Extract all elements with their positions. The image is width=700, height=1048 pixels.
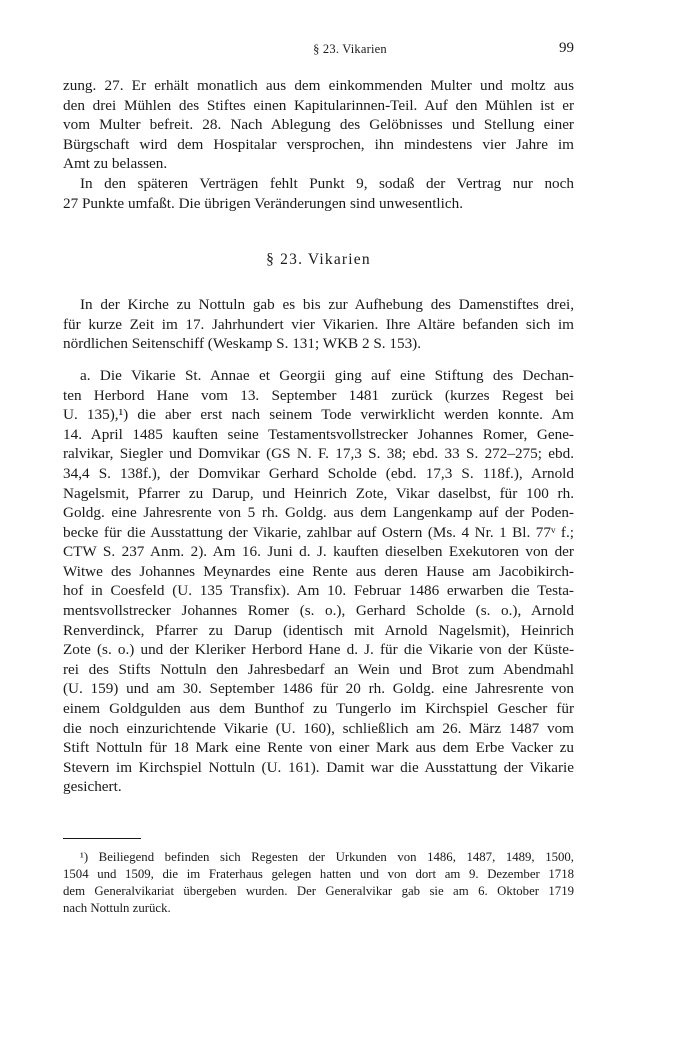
text-line: becke für die Ausstattung der Vikarie, zahlbar auf Ostern (Ms. 4 Nr. 1 Bl. 77ᵛ f.;: [63, 523, 574, 541]
text-line: den drei Mühlen des Stiftes einen Kapitularinnen-Teil. Auf den Mühlen ist er: [63, 96, 574, 114]
text-line: 34,4 S. 138f.), der Domvikar Gerhard Scholde (ebd. 17,3 S. 118f.), Arnold: [63, 464, 574, 482]
section-heading: § 23. Vikarien: [266, 251, 371, 269]
text-line: Nagelsmit, Pfarrer zu Darup, und Heinrich Zote, Vikar daselbst, für 100 rh.: [63, 484, 574, 502]
text-line: zung. 27. Er erhält monatlich aus dem einkommenden Multer und moltz aus: [63, 77, 574, 94]
text-line: Zote (s. o.) und der Kleriker Herbord Hane d. J. für die Vikarie von der Küste-: [63, 641, 574, 659]
footnote-line: 1504 und 1509, die im Fraterhaus gelegen hatten und von dort am 9. Dezember 1718: [63, 867, 574, 881]
text-line: Amt zu belassen.: [63, 155, 168, 173]
section-title: § 23. Vikarien: [313, 42, 387, 56]
text-line: In der Kirche zu Nottuln gab es bis zur Aufhebung des Damenstiftes drei,: [80, 296, 574, 314]
text-line: Witwe des Johannes Meynardes eine Rente aus deren Hause am Jacobikirch-: [63, 562, 574, 580]
text-line: In den späteren Verträgen fehlt Punkt 9, sodaß der Vertrag nur noch: [80, 174, 574, 192]
text-line: Stift Nottuln für 18 Mark eine Rente von einer Mark aus dem Erbe Vacker zu: [63, 739, 574, 757]
text-line: hof in Coesfeld (U. 135 Transfix). Am 10. Februar 1486 erwarben die Testa-: [63, 582, 574, 600]
text-line: die noch einzurichtende Vikarie (U. 160), schließlich am 26. März 1487 vom: [63, 719, 574, 737]
text-line: U. 135),¹) die aber erst nach seinem Tode verwirklicht werden konnte. Am: [63, 406, 574, 424]
paragraph-continuation: [63, 76, 574, 174]
text-line: für kurze Zeit im 17. Jahrhundert vier Vikarien. Ihre Altäre befanden sich im: [63, 315, 574, 333]
paragraph-contracts: [63, 174, 574, 213]
text-line: CTW S. 237 Anm. 2). Am 16. Juni d. J. kauften dieselben Exekutoren von der: [63, 543, 574, 561]
text-line: Renverdinck, Pfarrer zu Darup (identisch mit Arnold Nagelsmit), Heinrich: [63, 621, 574, 639]
text-line: ten Herbord Hane vom 13. September 1481 zurück (kurzes Regest bei: [63, 386, 574, 404]
footnote-line: dem Generalvikariat übergeben wurden. Der Generalvikar gab sie am 6. Oktober 1719: [63, 884, 574, 898]
text-line: einem Goldgulden aus dem Bunthof zu Tungerlo im Kirchspiel Gescher für: [63, 700, 574, 718]
text-line: 27 Punkte umfaßt. Die übrigen Veränderungen sind unwesentlich.: [63, 194, 463, 212]
text-line: mentsvollstrecker Johannes Romer (s. o.), Gerhard Scholde (s. o.), Arnold: [63, 602, 574, 620]
text-line: vom Multer befreit. 28. Nach Ablegung des Gelöbnisses und Stellung einer: [63, 116, 574, 134]
main-text: [63, 76, 574, 797]
text-line: 14. April 1485 kauften seine Testamentsvollstrecker Johannes Romer, Gene-: [63, 425, 574, 443]
text-line: a. Die Vikarie St. Annae et Georgii ging auf eine Stiftung des Dechan-: [80, 366, 574, 384]
text-line: Bürgschaft wird dem Hospitalar versprochen, ihn mindestens vier Jahre im: [63, 135, 574, 153]
footnote-line: ¹) Beiliegend befinden sich Regesten der Urkunden von 1486, 1487, 1489, 1500,: [80, 850, 574, 864]
paragraph-vikarie-a: [63, 366, 574, 797]
footnote-line: nach Nottuln zurück.: [63, 901, 171, 915]
page-number: 99: [559, 40, 574, 56]
text-line: ralvikar, Siegler und Domvikar (GS N. F. 17,3 S. 38; ebd. 33 S. 272–275; ebd.: [63, 445, 574, 463]
text-line: rei des Stifts Nottuln den Jahresbedarf an Wein und Brot zum Abendmahl: [63, 660, 574, 678]
text-line: Goldg. eine Jahresrente von 5 rh. Goldg. aus dem Langenkamp auf der Poden-: [63, 504, 574, 522]
text-line: nördlichen Seitenschiff (Weskamp S. 131; WKB 2 S. 153).: [63, 335, 422, 353]
footnotes: [63, 838, 574, 917]
text-line: gesichert.: [63, 778, 122, 796]
running-head: [0, 40, 700, 60]
text-line: Stevern im Kirchspiel Nottuln (U. 161). Damit war die Ausstattung der Vikarie: [63, 758, 574, 776]
paragraph-intro: [63, 295, 574, 354]
text-line: (U. 159) und am 30. September 1486 für 20 rh. Goldg. eine Jahresrente von: [63, 680, 574, 698]
footnote-rule: [63, 838, 141, 839]
